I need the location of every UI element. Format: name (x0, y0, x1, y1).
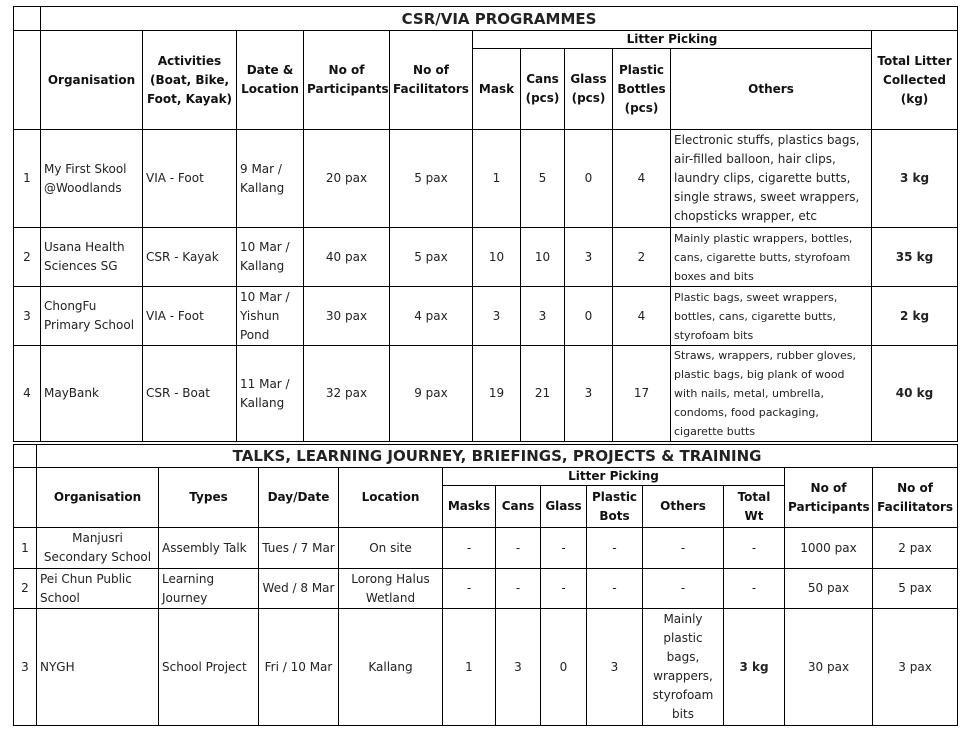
date-location-cell: 10 Mar / Kallang (237, 228, 304, 287)
table-row (14, 346, 958, 442)
header-date-location: Date & Location (237, 31, 304, 130)
header-litter-picking: Litter Picking (443, 468, 785, 486)
facilitators-cell: 5 pax (873, 569, 958, 609)
header-day-date: Day/Date (259, 468, 339, 528)
activity-cell: CSR - Boat (143, 346, 237, 442)
row-number: 3 (14, 287, 41, 346)
others-cell: Mainly plastic bags, wrappers, styrofoam bits (643, 609, 724, 726)
masks-cell: 1 (443, 609, 496, 726)
organisation-cell: Pei Chun Public School (37, 569, 159, 609)
facilitators-cell: 5 pax (390, 130, 473, 228)
organisation-cell: ChongFu Primary School (41, 287, 143, 346)
table-title: CSR/VIA PROGRAMMES (41, 7, 958, 31)
organisation-cell: My First Skool @Woodlands (41, 130, 143, 228)
date-location-cell: 11 Mar / Kallang (237, 346, 304, 442)
table-row (14, 287, 958, 346)
type-cell: Learning Journey (159, 569, 259, 609)
row-number: 1 (14, 130, 41, 228)
mask-cell: 3 (473, 287, 521, 346)
row-number: 2 (14, 228, 41, 287)
mask-cell: 10 (473, 228, 521, 287)
header-others: Others (671, 49, 872, 130)
facilitators-cell: 4 pax (390, 287, 473, 346)
glass-cell: 0 (565, 287, 613, 346)
plastic-cell: 17 (613, 346, 671, 442)
header-activities: Activities (Boat, Bike, Foot, Kayak) (143, 31, 237, 130)
activity-cell: VIA - Foot (143, 130, 237, 228)
others-cell: Electronic stuffs, plastics bags, air-filled balloon, hair clips, laundry clips, cigarette butts, single straws, sweet wrappers, chopsticks wrapper, etc (671, 130, 872, 228)
total-cell: 2 kg (872, 287, 958, 346)
header-total: Total Litter Collected (kg) (872, 31, 958, 130)
cans-cell: 3 (521, 287, 565, 346)
corner-cell (14, 445, 37, 468)
header-no (14, 31, 41, 130)
table-row (14, 569, 958, 609)
corner-cell (14, 7, 41, 31)
row-number: 1 (14, 528, 37, 569)
cans-cell: - (496, 528, 541, 569)
glass-cell: 3 (565, 346, 613, 442)
total-cell: 3 kg (724, 609, 785, 726)
organisation-cell: Usana Health Sciences SG (41, 228, 143, 287)
header-participants: No of Participants (785, 468, 873, 528)
masks-cell: - (443, 569, 496, 609)
header-location: Location (339, 468, 443, 528)
activity-cell: VIA - Foot (143, 287, 237, 346)
header-cans: Cans (pcs) (521, 49, 565, 130)
row-number: 3 (14, 609, 37, 726)
mask-cell: 19 (473, 346, 521, 442)
header-organisation: Organisation (41, 31, 143, 130)
others-cell: - (643, 569, 724, 609)
participants-cell: 40 pax (304, 228, 390, 287)
talks-table (13, 444, 958, 726)
table-row (14, 130, 958, 228)
header-masks: Masks (443, 486, 496, 528)
others-cell: Plastic bags, sweet wrappers, bottles, cans, cigarette butts, styrofoam bits (671, 287, 872, 346)
total-cell: 3 kg (872, 130, 958, 228)
plastic-cell: 3 (587, 609, 643, 726)
mask-cell: 1 (473, 130, 521, 228)
header-facilitators: No of Facilitators (873, 468, 958, 528)
header-mask: Mask (473, 49, 521, 130)
cans-cell: 21 (521, 346, 565, 442)
cans-cell: 5 (521, 130, 565, 228)
header-others: Others (643, 486, 724, 528)
facilitators-cell: 5 pax (390, 228, 473, 287)
others-cell: - (643, 528, 724, 569)
participants-cell: 30 pax (304, 287, 390, 346)
header-organisation: Organisation (37, 468, 159, 528)
facilitators-cell: 9 pax (390, 346, 473, 442)
header-participants: No of Participants (304, 31, 390, 130)
cans-cell: - (496, 569, 541, 609)
csr-via-table (13, 6, 958, 442)
location-cell: Lorong Halus Wetland (339, 569, 443, 609)
participants-cell: 20 pax (304, 130, 390, 228)
table-row (14, 528, 958, 569)
header-litter-picking: Litter Picking (473, 31, 872, 49)
plastic-cell: 4 (613, 130, 671, 228)
header-facilitators: No of Facilitators (390, 31, 473, 130)
glass-cell: 3 (565, 228, 613, 287)
date-location-cell: 10 Mar / Yishun Pond (237, 287, 304, 346)
activity-cell: CSR - Kayak (143, 228, 237, 287)
others-cell: Mainly plastic wrappers, bottles, cans, cigarette butts, styrofoam boxes and bits (671, 228, 872, 287)
date-cell: Fri / 10 Mar (259, 609, 339, 726)
location-cell: Kallang (339, 609, 443, 726)
masks-cell: - (443, 528, 496, 569)
organisation-cell: MayBank (41, 346, 143, 442)
table-row (14, 609, 958, 726)
table-title: TALKS, LEARNING JOURNEY, BRIEFINGS, PROJECTS & TRAINING (37, 445, 958, 468)
glass-cell: 0 (541, 609, 587, 726)
row-number: 4 (14, 346, 41, 442)
header-plastic: Plastic Bottles (pcs) (613, 49, 671, 130)
organisation-cell: NYGH (37, 609, 159, 726)
glass-cell: - (541, 569, 587, 609)
header-glass: Glass (pcs) (565, 49, 613, 130)
plastic-cell: - (587, 569, 643, 609)
cans-cell: 10 (521, 228, 565, 287)
glass-cell: 0 (565, 130, 613, 228)
header-plastic: Plastic Bots (587, 486, 643, 528)
total-cell: 35 kg (872, 228, 958, 287)
plastic-cell: - (587, 528, 643, 569)
header-cans: Cans (496, 486, 541, 528)
total-cell: - (724, 528, 785, 569)
organisation-cell: Manjusri Secondary School (37, 528, 159, 569)
total-cell: - (724, 569, 785, 609)
date-cell: Wed / 8 Mar (259, 569, 339, 609)
facilitators-cell: 3 pax (873, 609, 958, 726)
location-cell: On site (339, 528, 443, 569)
date-cell: Tues / 7 Mar (259, 528, 339, 569)
facilitators-cell: 2 pax (873, 528, 958, 569)
row-number: 2 (14, 569, 37, 609)
others-cell: Straws, wrappers, rubber gloves, plastic bags, big plank of wood with nails, metal, umbrella, condoms, food packaging, cigarette butts (671, 346, 872, 442)
plastic-cell: 4 (613, 287, 671, 346)
participants-cell: 1000 pax (785, 528, 873, 569)
participants-cell: 30 pax (785, 609, 873, 726)
table-row (14, 228, 958, 287)
cans-cell: 3 (496, 609, 541, 726)
header-glass: Glass (541, 486, 587, 528)
type-cell: Assembly Talk (159, 528, 259, 569)
header-no (14, 468, 37, 528)
date-location-cell: 9 Mar / Kallang (237, 130, 304, 228)
participants-cell: 50 pax (785, 569, 873, 609)
header-types: Types (159, 468, 259, 528)
header-total: Total Wt (724, 486, 785, 528)
plastic-cell: 2 (613, 228, 671, 287)
participants-cell: 32 pax (304, 346, 390, 442)
total-cell: 40 kg (872, 346, 958, 442)
type-cell: School Project (159, 609, 259, 726)
glass-cell: - (541, 528, 587, 569)
